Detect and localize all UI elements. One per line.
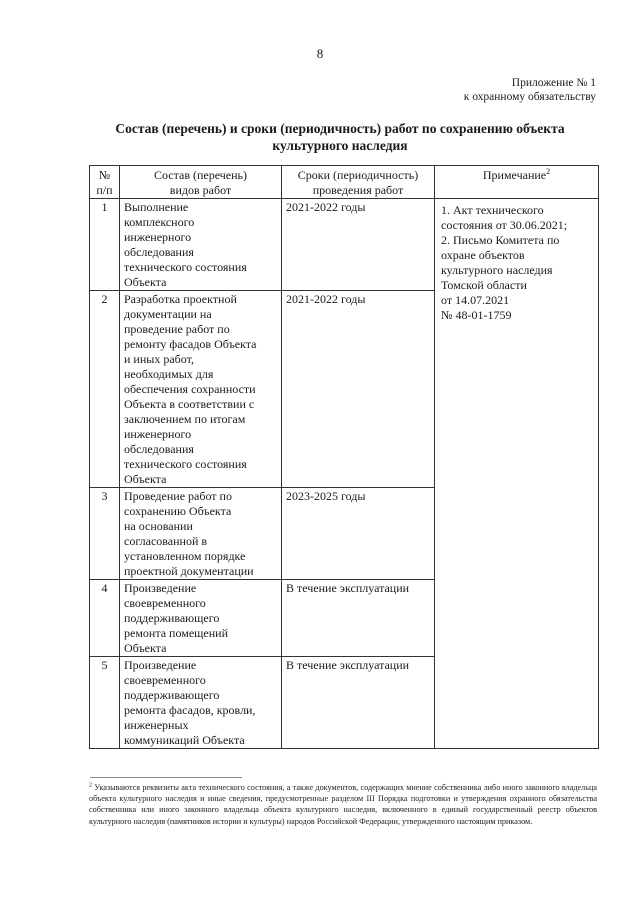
- composition-line: технического состояния: [124, 457, 247, 471]
- composition-line: комплексного: [124, 215, 195, 229]
- note-line: от 14.07.2021: [441, 293, 510, 307]
- composition-line: Проведение работ по: [124, 489, 232, 503]
- composition-line: своевременного: [124, 673, 206, 687]
- composition-line: поддерживающего: [124, 611, 220, 625]
- composition-line: сохранению Объекта: [124, 504, 232, 518]
- composition-line: Выполнение: [124, 200, 189, 214]
- composition-line: проведение работ по: [124, 322, 230, 336]
- composition-line: заключением по итогам: [124, 412, 246, 426]
- composition-line: Объекта: [124, 275, 167, 289]
- composition-line: коммуникаций Объекта: [124, 733, 245, 747]
- row-number: 3: [90, 488, 120, 580]
- header-composition-line: видов работ: [169, 183, 232, 197]
- appendix-block: [296, 76, 596, 104]
- row-terms: 2023-2025 годы: [282, 488, 435, 580]
- table-header-row: [90, 166, 599, 199]
- header-num-line: п/п: [96, 183, 113, 197]
- composition-line: ремонта фасадов, кровли,: [124, 703, 256, 717]
- composition-line: документации на: [124, 307, 212, 321]
- header-num-line: №: [98, 168, 111, 182]
- footnote-text: Указываются реквизиты акта технического состояния, а также документов, содержащих мнение собственника либо иного законного владельца объекта культурного наследия и иные сведения, предусмотренные разделом III Порядка подготовки и утверждения охранного обязательства собственника или иного законного владельца объекта культурного наследия, включенного в единый государственный реестр объектов культурного наследия (памятников истории и культуры) народов Российской Федерации, утвержденного настоящим приказом.: [89, 783, 598, 826]
- row-terms: 2021-2022 годы: [282, 199, 435, 291]
- composition-line: согласованной в: [124, 534, 208, 548]
- row-terms: В течение эксплуатации: [282, 580, 435, 657]
- composition-line: проектной документации: [124, 564, 254, 578]
- composition-line: инженерных: [124, 718, 189, 732]
- note-line: охране объектов: [441, 248, 525, 262]
- composition-line: обеспечения сохранности: [124, 382, 256, 396]
- footnote-ref: 2: [546, 167, 551, 176]
- row-terms: В течение эксплуатации: [282, 657, 435, 749]
- header-note: [435, 166, 599, 199]
- row-number: 5: [90, 657, 120, 749]
- footnote-separator: [90, 777, 242, 778]
- row-composition: [120, 291, 282, 488]
- row-number: 2: [90, 291, 120, 488]
- row-composition: [120, 199, 282, 291]
- composition-line: своевременного: [124, 596, 206, 610]
- row-number: 4: [90, 580, 120, 657]
- header-terms: [282, 166, 435, 199]
- note-line: состояния от 30.06.2021;: [441, 218, 568, 232]
- header-composition: [120, 166, 282, 199]
- row-composition: [120, 657, 282, 749]
- composition-line: Разработка проектной: [124, 292, 237, 306]
- composition-line: поддерживающего: [124, 688, 220, 702]
- composition-line: Произведение: [124, 658, 197, 672]
- composition-line: технического состояния: [124, 260, 247, 274]
- composition-line: установленном порядке: [124, 549, 246, 563]
- row-number: 1: [90, 199, 120, 291]
- appendix-line-2: к охранному обязательству: [463, 91, 596, 103]
- header-terms-line: Сроки (периодичность): [297, 168, 419, 182]
- works-table: [89, 165, 599, 749]
- composition-line: обследования: [124, 442, 194, 456]
- composition-line: ремонта помещений: [124, 626, 229, 640]
- page-number: 8: [316, 46, 324, 61]
- composition-line: инженерного: [124, 427, 192, 441]
- table-row: [90, 199, 599, 291]
- composition-line: Объекта: [124, 472, 167, 486]
- appendix-line-1: Приложение № 1: [511, 77, 596, 89]
- title-line-1: Состав (перечень) и сроки (периодичность) работ по сохранению объекта: [115, 121, 565, 136]
- header-composition-line: Состав (перечень): [153, 168, 248, 182]
- row-composition: [120, 488, 282, 580]
- note-line: Томской области: [441, 278, 527, 292]
- title-line-2: культурного наследия: [272, 138, 408, 153]
- composition-line: ремонту фасадов Объекта: [124, 337, 257, 351]
- composition-line: Объекта: [124, 641, 167, 655]
- composition-line: необходимых для: [124, 367, 214, 381]
- footnote-mark: 2: [89, 782, 92, 789]
- composition-line: Произведение: [124, 581, 197, 595]
- document-title: [90, 120, 590, 154]
- note-line: культурного наследия: [441, 263, 553, 277]
- header-num: [90, 166, 120, 199]
- row-terms: 2021-2022 годы: [282, 291, 435, 488]
- composition-line: и иных работ,: [124, 352, 194, 366]
- note-line: 2. Письмо Комитета по: [441, 233, 560, 247]
- header-note-label: Примечание: [482, 168, 547, 182]
- composition-line: обследования: [124, 245, 194, 259]
- composition-line: Объекта в соответствии с: [124, 397, 255, 411]
- header-terms-line: проведения работ: [312, 183, 404, 197]
- note-line: 1. Акт технического: [441, 203, 544, 217]
- row-note: [435, 199, 599, 749]
- note-line: № 48-01-1759: [441, 308, 512, 322]
- footnote: [89, 782, 597, 827]
- row-composition: [120, 580, 282, 657]
- composition-line: на основании: [124, 519, 193, 533]
- composition-line: инженерного: [124, 230, 192, 244]
